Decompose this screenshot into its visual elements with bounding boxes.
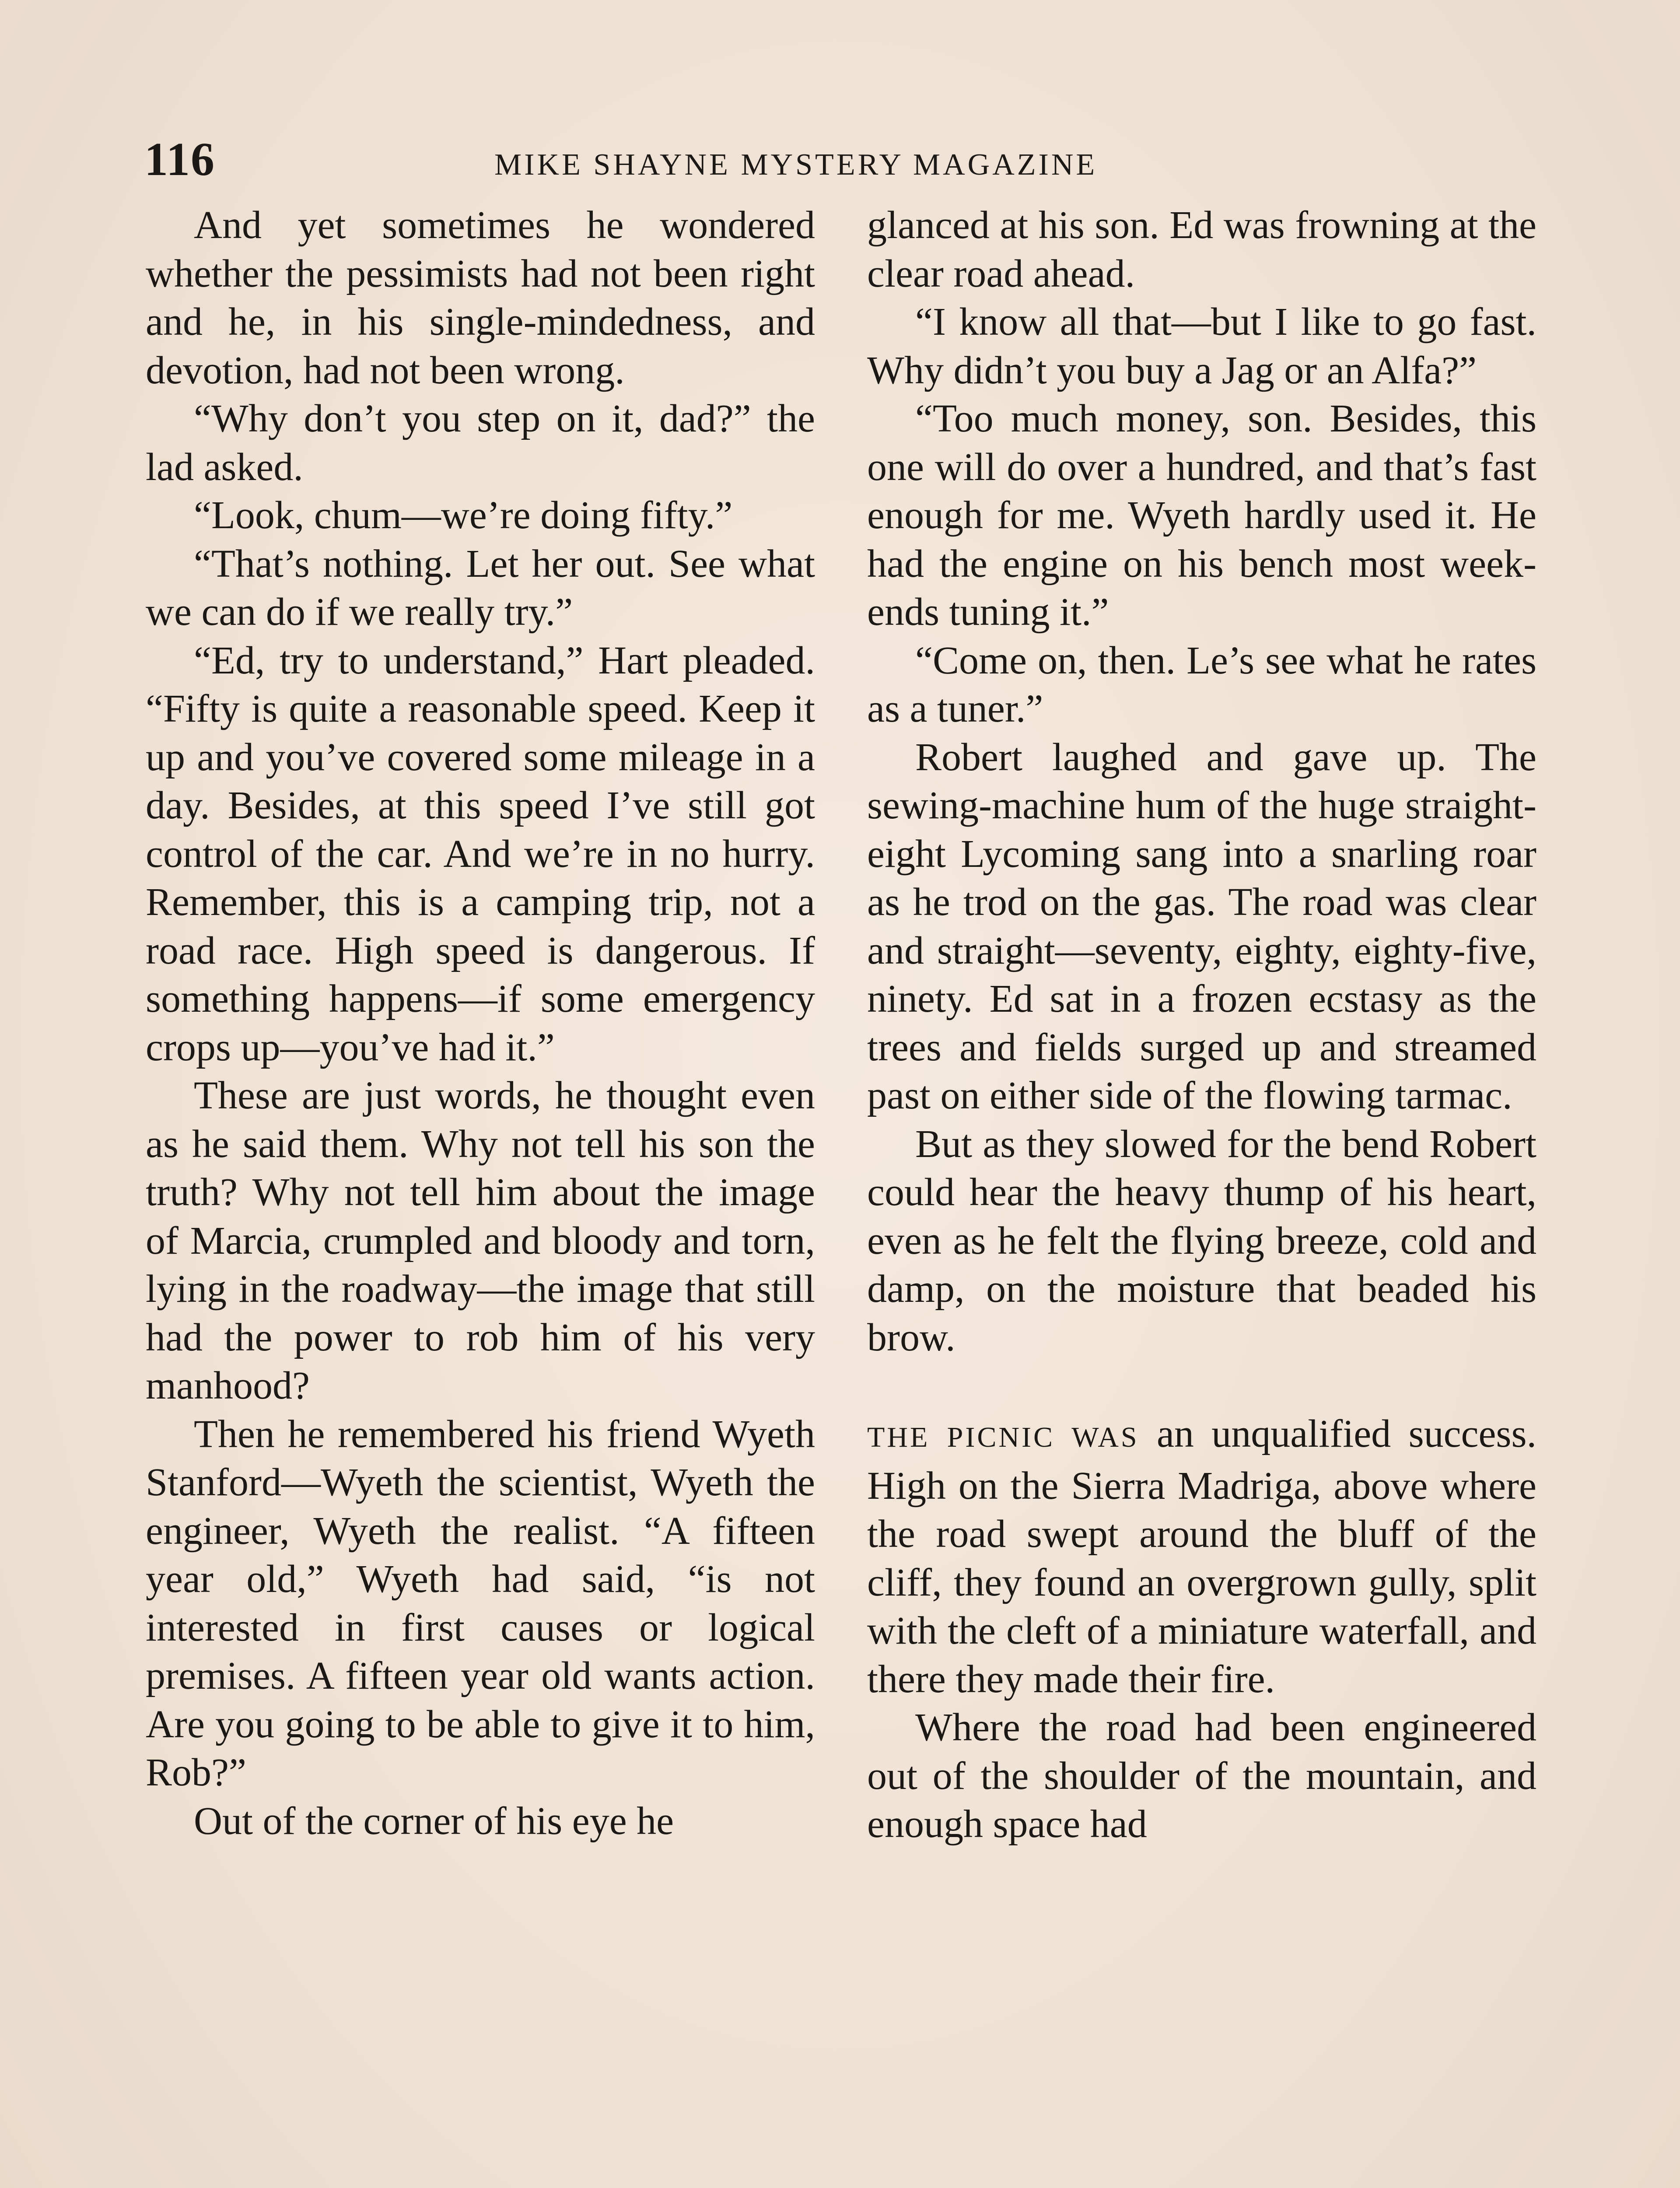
paragraph: These are just words, he thought even as he said them. Why not tell his son the truth? Why not tell him about the image of Marcia, crumpled and bloody and torn, lying in the roadway—the image that still had the power to rob him of his very manhood? bbox=[146, 1074, 815, 1407]
right-column bbox=[867, 201, 1536, 1849]
section-text: an unqualified success. High on the Sierra Madriga, above where the road swept around the bluff of the cliff, they found an overgrown gully, split with the cleft of a miniature waterfall, and there they made their fire. bbox=[867, 1412, 1536, 1701]
paragraph: “Why don’t you step on it, dad?” the lad asked. bbox=[146, 397, 815, 489]
paragraph: “That’s nothing. Let her out. See what we can do if we really try.” bbox=[146, 542, 815, 634]
left-column bbox=[146, 201, 815, 1845]
paragraph: Out of the corner of his eye he bbox=[194, 1799, 674, 1843]
paragraph: glanced at his son. Ed was frowning at the clear road ahead. bbox=[867, 203, 1536, 295]
paragraph: Then he remembered his friend Wyeth Stanford—Wyeth the scientist, Wyeth the engineer, Wyeth the realist. “A fifteen year old,” Wyeth had said, “is not interested in first causes or logical premises. A fifteen year old wants action. Are you going to be able to give it to him, Rob?” bbox=[146, 1412, 815, 1794]
paragraph: Robert laughed and gave up. The sewing-machine hum of the huge straight-eight Lycoming sang into a snarling roar as he trod on the gas. The road was clear and straight—seventy, eighty, eighty-five, ninety. Ed sat in a frozen ecstasy as the trees and fields surged up and streamed past on either side of the flowing tarmac. bbox=[867, 735, 1536, 1117]
paragraph: “Ed, try to understand,” Hart pleaded. “Fifty is quite a reasonable speed. Keep it up and you’ve covered some mileage in a day. Besides, at this speed I’ve still got control of the car. And we’re in no hurry. Remember, this is a camping trip, not a road race. High speed is dangerous. If something happens—if some emergency crops up—you’ve had it.” bbox=[146, 638, 815, 1069]
paragraph: “Come on, then. Le’s see what he rates as a tuner.” bbox=[867, 638, 1536, 730]
paragraph: But as they slowed for the bend Robert could hear the heavy thump of his heart, even as he felt the flying breeze, cold and damp, on the moisture that beaded his brow. bbox=[867, 1122, 1536, 1359]
page-header bbox=[144, 131, 1544, 188]
paragraph: “I know all that—but I like to go fast. Why didn’t you buy a Jag or an Alfa?” bbox=[867, 300, 1536, 392]
section-lead-in: THE PICNIC WAS bbox=[867, 1421, 1139, 1453]
paragraph: “Look, chum—we’re doing fifty.” bbox=[194, 494, 733, 537]
section-break-paragraph bbox=[867, 1410, 1536, 1704]
paragraph: Where the road had been engineered out of the shoulder of the mountain, and enough space had bbox=[867, 1706, 1536, 1846]
page-number: 116 bbox=[144, 133, 216, 186]
paragraph: And yet sometimes he wondered whether the pessimists had not been right and he, in his single-mindedness, and devotion, had not been wrong. bbox=[146, 203, 815, 392]
paragraph: “Too much money, son. Besides, this one will do over a hundred, and that’s fast enough for me. Wyeth hardly used it. He had the engine on his bench most week-ends tuning it.” bbox=[867, 397, 1536, 634]
running-head: MIKE SHAYNE MYSTERY MAGAZINE bbox=[494, 148, 1098, 182]
